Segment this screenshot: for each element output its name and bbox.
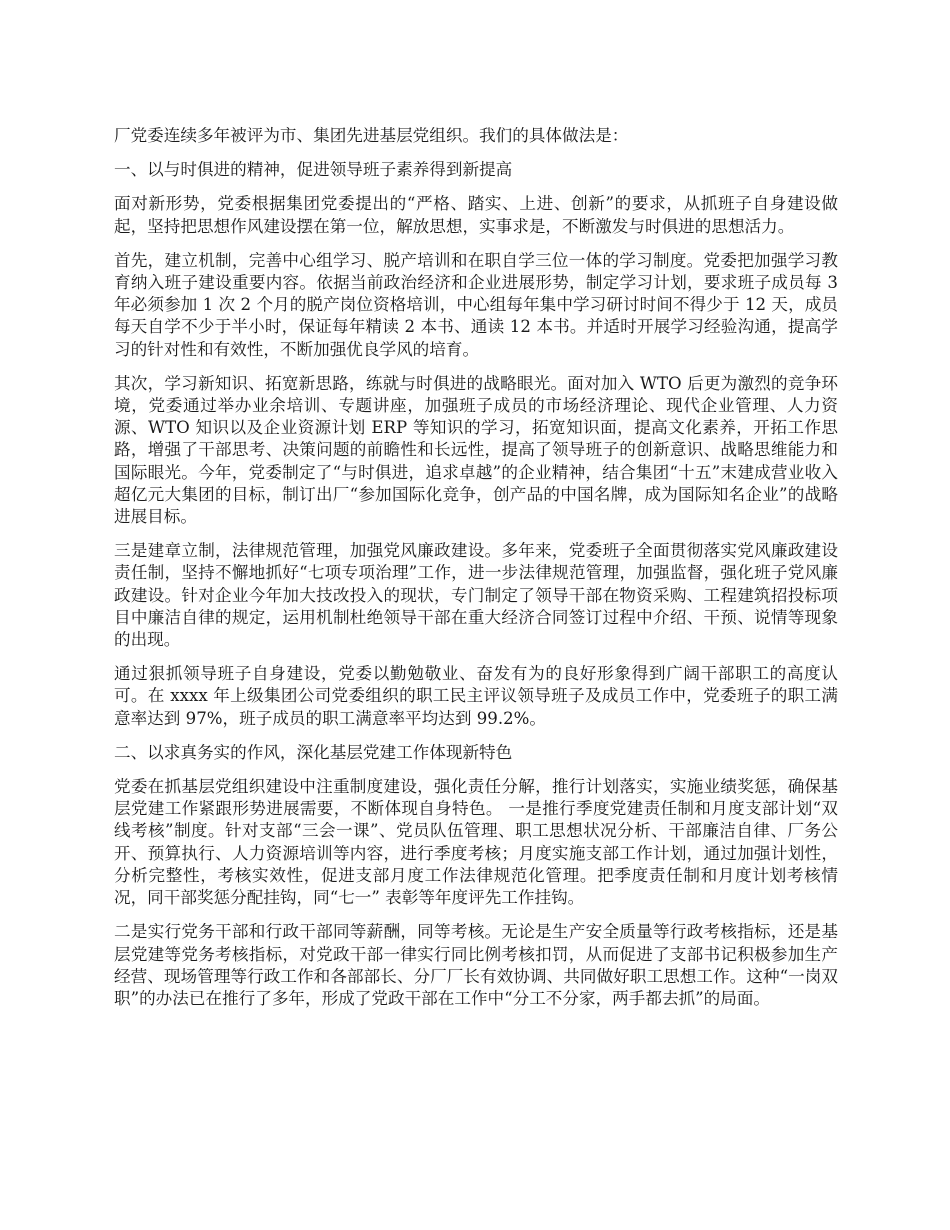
intro-paragraph: 厂党委连续多年被评为市、集团先进基层党组织。我们的具体做法是： [114, 126, 629, 145]
document-body [114, 125, 838, 1022]
body-paragraph: 党委在抓基层党组织建设中注重制度建设，强化责任分解，推行计划落实，实施业绩奖惩，确保基层党建工作紧跟形势进展需要，不断体现自身特色。 一是推行季度党建责任制和月度支部计划“双线考核”制度。针对支部“三会一课”、党员队伍管理、职工思想状况分析、干部廉洁自律、厂务公开、预算执行、人力资源培训等内容，进行季度考核；月度实施支部工作计划，通过加强计划性，分析完整性，考核实效性，促进支部月度工作法律规范化管理。把季度责任制和月度计划考核情况，同干部奖惩分配挂钩，同“七一” 表彰等年度评先工作挂钩。 [114, 777, 838, 908]
body-paragraph: 面对新形势，党委根据集团党委提出的“严格、踏实、上进、创新”的要求，从抓班子自身建设做起，坚持把思想作风建设摆在第一位，解放思想，实事求是，不断激发与时俱进的思想活力。 [114, 194, 838, 236]
section-heading-1: 一、以与时俱进的精神，促进领导班子素养得到新提高 [114, 160, 513, 180]
body-paragraph: 首先，建立机制，完善中心组学习、脱产培训和在职自学三位一体的学习制度。党委把加强学习教育纳入班子建设重要内容。依据当前政治经济和企业进展形势，制定学习计划，要求班子成员每 3 年必须参加 1 次 2 个月的脱产岗位资格培训，中心组每年集中学习研讨时间不得少于 12 天，成员每天自学不少于半小时，保证每年精读 2 本书、通读 12 本书。并适时开展学习经验沟通，提高学习的针对性和有效性，不断加强优良学风的培育。 [114, 250, 838, 359]
body-paragraph: 通过狠抓领导班子自身建设，党委以勤勉敬业、奋发有为的良好形象得到广阔干部职工的高度认可。在 xxxx 年上级集团公司党委组织的职工民主评议领导班子及成员工作中，党委班子的职工满意率达到 97%，班子成员的职工满意率平均达到 99.2%。 [114, 664, 838, 728]
section-heading-2: 二、以求真务实的作风，深化基层党建工作体现新特色 [114, 742, 513, 762]
body-paragraph: 二是实行党务干部和行政干部同等薪酬，同等考核。无论是生产安全质量等行政考核指标，还是基层党建等党务考核指标，对党政干部一律实行同比例考核扣罚，从而促进了支部书记积极参加生产经营、现场管理等行政工作和各部部长、分厂厂长有效协调、共同做好职工思想工作。这种“一岗双职”的办法已在推行了多年，形成了党政干部在工作中“分工不分家，两手都去抓”的局面。 [114, 922, 838, 1008]
body-paragraph: 其次，学习新知识、拓宽新思路，练就与时俱进的战略眼光。面对加入 WTO 后更为激烈的竞争环境，党委通过举办业余培训、专题讲座，加强班子成员的市场经济理论、现代企业管理、人力资源、WTO 知识以及企业资源计划 ERP 等知识的学习，拓宽知识面，提高文化素养，开拓工作思路，增强了干部思考、决策问题的前瞻性和长远性，提高了领导班子的创新意识、战略思维能力和国际眼光。今年，党委制定了“与时俱进，追求卓越”的企业精神，结合集团“十五”末建成营业收入超亿元大集团的目标，制订出厂“参加国际化竞争，创产品的中国名牌，成为国际知名企业”的战略进展目标。 [114, 373, 838, 527]
body-paragraph: 三是建章立制，法律规范管理，加强党风廉政建设。多年来，党委班子全面贯彻落实党风廉政建设责任制，坚持不懈地抓好“七项专项治理”工作，进一步法律规范管理，加强监督，强化班子党风廉政建设。针对企业今年加大技改投入的现状，专门制定了领导干部在物资采购、工程建筑招投标项目中廉洁自律的规定，运用机制杜绝领导干部在重大经济合同签订过程中介绍、干预、说情等现象的出现。 [114, 541, 838, 650]
